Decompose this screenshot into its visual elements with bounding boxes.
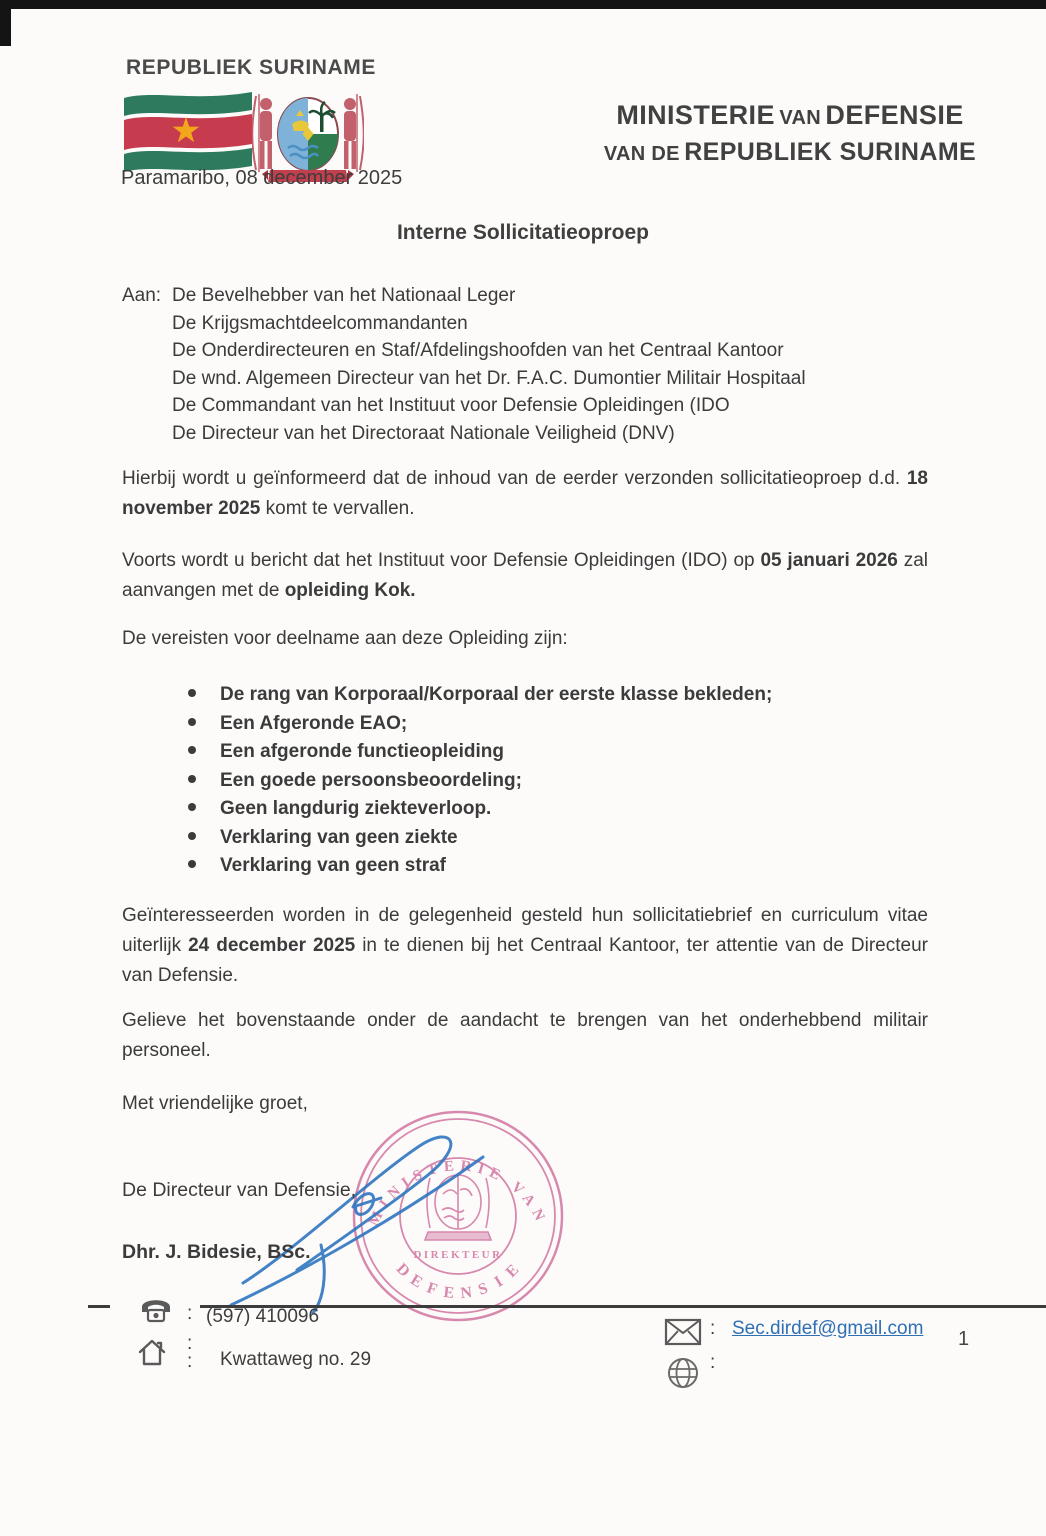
ministry-line-1: MINISTERIE VAN DEFENSIE [616,100,964,130]
suriname-flag [124,86,252,174]
requirement-item: De rang van Korporaal/Korporaal der eerste klasse bekleden; [220,684,773,705]
telephone-icon [138,1292,174,1324]
stamp-arc-top-text: MINISTERIE VAN [365,1158,551,1229]
republic-label: REPUBLIEK SURINAME [126,56,376,79]
ministry-line-2: VAN DE REPUBLIEK SURINAME [603,138,977,166]
globe-icon [666,1356,700,1390]
salutation: Met vriendelijke groet, [122,1093,308,1114]
footer-colon: : [710,1318,716,1339]
signature [225,1115,515,1315]
paragraph-announcement: Voorts wordt u bericht dat het Instituut voor Defensie Opleidingen (IDO) op 05 januari 2026 zal aanvangen met de opleiding Kok. [122,550,928,601]
recipient-line: De wnd. Algemeen Directeur van het Dr. F.A.C. Dumontier Militair Hospitaal [172,367,806,389]
svg-text:F: F [424,1279,441,1299]
recipient-line: De Bevelhebber van het Nationaal Leger [172,285,516,306]
scan-edge-top [0,0,1046,9]
footer-colon: : [187,1303,193,1324]
svg-text:E: E [442,1283,457,1303]
paragraph-cancellation: Hierbij wordt u geïnformeerd dat de inhoud van de eerder verzonden sollicitatieoproep d.d. 18 november 2025 komt te vervallen. [122,468,928,519]
requirement-item: Verklaring van geen ziekte [220,826,458,848]
requirement-item: Verklaring van geen straf [220,855,446,876]
requirement-item: Een goede persoonsbeoordeling; [220,769,522,791]
crest-left-figure [260,98,272,169]
signer-role: De Directeur van Defensie, [122,1179,357,1201]
ministry-header [560,99,1020,172]
svg-text:N: N [459,1283,474,1303]
place-date-line: Paramaribo, 08 december 2025 [121,167,403,189]
email-link[interactable]: Sec.dirdef@gmail.com [732,1318,924,1339]
recipients-list [172,282,806,447]
recipients-label: Aan: [122,285,162,306]
svg-text:E: E [502,1260,523,1281]
envelope-icon [664,1318,702,1346]
footer-colon: : [710,1352,716,1373]
footer-phone: (597) 410096 [206,1306,320,1327]
footer-colon: : [187,1351,193,1372]
paragraph-instruction: Gelieve het bovenstaande onder de aandacht te brengen van het onderhebbend militair personeel. [122,1010,928,1061]
stamp-center-text: DIREKTEUR [413,1249,503,1261]
requirements-intro: De vereisten voor deelname aan deze Opleiding zijn: [122,628,568,649]
footer-address: Kwattaweg no. 29 [220,1349,372,1370]
svg-text:S: S [476,1279,492,1299]
svg-text:D: D [392,1260,414,1282]
requirement-item: Een Afgeronde EAO; [220,712,408,734]
recipients-block [122,282,806,447]
recipient-line: De Krijgsmachtdeelcommandanten [172,312,468,334]
signer-name: Dhr. J. Bidesie, BSc. [122,1241,311,1263]
footer-dash [88,1305,110,1308]
paragraph-application: Geïnteresseerden worden in de gelegenheid gesteld hun sollicitatiebrief en curriculum vitae uiterlijk 24 december 2025 in te dienen bij het Centraal Kantoor, ter attentie van de Directeur van Defensie. [122,905,928,986]
house-icon [136,1337,168,1367]
recipient-line: De Onderdirecteuren en Staf/Afdelingshoofden van het Centraal Kantoor [172,340,784,361]
recipient-line: De Commandant van het Instituut voor Defensie Opleidingen (IDO [172,395,730,416]
footer-separator-line [200,1305,1046,1308]
footer-email [732,1318,923,1340]
svg-text:I: I [491,1272,507,1291]
recipient-line: De Directeur van het Directoraat Nationale Veiligheid (DNV) [172,422,675,444]
page-number: 1 [958,1328,970,1350]
footer-colon: : [187,1333,193,1354]
scan-edge-left [0,0,11,46]
requirement-item: Geen langdurig ziekteverloop. [220,798,492,819]
document-title: Interne Sollicitatieoproep [396,221,650,244]
requirement-item: Een afgeronde functieopleiding [220,741,504,762]
requirements-list [186,681,772,881]
crest-right-figure [344,98,356,169]
svg-text:E: E [407,1271,427,1292]
